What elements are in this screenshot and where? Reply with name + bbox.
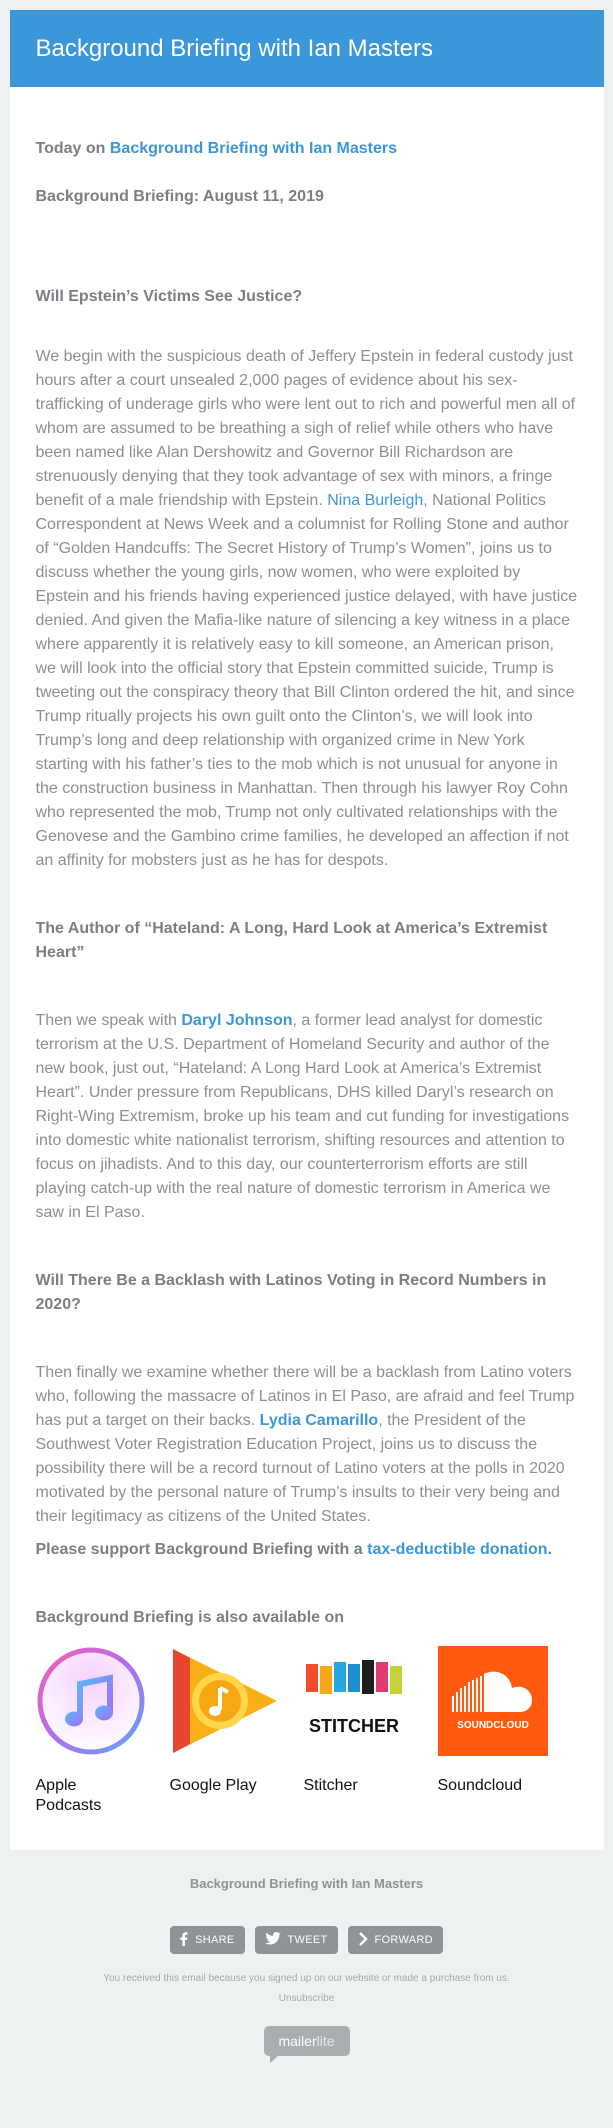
share-label: SHARE [195, 1934, 235, 1946]
available-heading: Background Briefing is also available on [35, 1609, 345, 1626]
forward-label: FORWARD [374, 1934, 433, 1946]
logo-main: mailer [278, 2033, 317, 2049]
guest-link-nina-burleigh[interactable]: Nina Burleigh [327, 492, 424, 509]
section1-text-a: We begin with the suspicious death of Jeffery Epstein in federal custody just hours after a court unsealed 2,000 pages of evidence about his sex-trafficking of underage girls who were lent out to rich and powerful men all of whom are assumed to be breathing a sigh of relief while others who have been named like Alan Dershowitz and Governor Bill Richardson are strenuously denying that they took advantage of sex with minors, a fringe benefit of a male friendship with Epstein. [35, 348, 576, 509]
footer-title: Background Briefing with Ian Masters [189, 1876, 424, 1891]
app-label: Stitcher [303, 1777, 358, 1794]
unsubscribe-link[interactable]: Unsubscribe [278, 1993, 335, 2004]
section2-text-a: Then we speak with [35, 1012, 182, 1029]
email-content [10, 137, 604, 1850]
soundcloud-wordmark: SOUNDCLOUD [456, 1720, 529, 1731]
footer-note: You received this email because you signed up on our website or made a purchase from us. [103, 1973, 510, 1984]
section3-body [36, 1361, 578, 1529]
app-label: Apple Podcasts [35, 1777, 102, 1814]
app-stitcher[interactable] [304, 1646, 414, 1816]
stitcher-icon [304, 1646, 414, 1756]
app-google-play[interactable] [170, 1646, 280, 1816]
guest-link-lydia-camarillo[interactable]: Lydia Camarillo [259, 1412, 379, 1429]
section3-text-b: , the President of the Southwest Voter Registration Education Project, joins us to discuss the possibility there will be a record turnout of Latino voters at the polls in 2020 motivated by the personal nature of Trump’s insults to their very being and their legitimacy as citizens of the United States. [35, 1412, 565, 1525]
google-play-icon [170, 1646, 280, 1756]
app-label: Soundcloud [437, 1777, 523, 1794]
support-suffix: . [547, 1541, 553, 1558]
today-prefix: Today on [35, 140, 110, 157]
guest-link-daryl-johnson[interactable]: Daryl Johnson [181, 1012, 293, 1029]
section1-body [36, 345, 578, 873]
logo-lite: lite [316, 2033, 335, 2049]
apple-podcasts-icon [36, 1646, 146, 1756]
tweet-button[interactable] [255, 1926, 338, 1954]
section2-heading: The Author of “Hateland: A Long, Hard Look at America’s Extremist Heart” [35, 920, 548, 961]
date-line: Background Briefing: August 11, 2019 [35, 188, 324, 205]
share-button[interactable] [170, 1926, 244, 1954]
twitter-icon [265, 1932, 281, 1948]
share-bar [10, 1926, 604, 1954]
app-soundcloud[interactable] [438, 1646, 548, 1816]
support-line [36, 1538, 578, 1562]
app-label: Google Play [169, 1777, 257, 1794]
section1-heading: Will Epstein’s Victims See Justice? [35, 288, 303, 305]
tweet-label: TWEET [287, 1934, 328, 1946]
chevron-right-icon [358, 1932, 368, 1949]
email-header [10, 10, 604, 87]
app-list [36, 1646, 578, 1816]
soundcloud-icon [438, 1646, 548, 1756]
header-title: Background Briefing with Ian Masters [35, 34, 434, 62]
email-footer [10, 1850, 604, 2056]
section2-body [36, 1009, 578, 1225]
today-line [36, 137, 578, 161]
mailerlite-logo[interactable] [264, 2026, 350, 2056]
section3-text-a: Then finally we examine whether there will be a backlash from Latino voters who, following the massacre of Latinos in El Paso, are afraid and feel Trump has put a target on their backs. [35, 1364, 575, 1429]
forward-button[interactable] [348, 1926, 443, 1954]
support-prefix: Please support Background Briefing with a [35, 1541, 368, 1558]
section2-text-b: , a former lead analyst for domestic terrorism at the U.S. Department of Homeland Security and author of the new book, just out, “Hateland: A Long Hard Look at America’s Extremist Heart”. Under pressure from Republicans, DHS killed Daryl’s research on Right-Wing Extremism, broke up his team and cut funding for investigations into domestic white nationalist terrorism, shifting resources and attention to focus on jihadists. And to this day, our counterterrorism efforts are still playing catch-up with the real nature of domestic terrorism in America we saw in El Paso. [35, 1012, 570, 1221]
section3-heading: Will There Be a Backlash with Latinos Voting in Record Numbers in 2020? [35, 1272, 547, 1313]
app-apple-podcasts[interactable] [36, 1646, 146, 1816]
section1-text-b: , National Politics Correspondent at News Week and a columnist for Rolling Stone and author of “Golden Handcuffs: The Secret History of Trump’s Women”, joins us to discuss whether the young girls, now women, who were exploited by Epstein and his friends having experienced justice delayed, with have justice denied. And given the Mafia-like nature of silencing a key witness in a place where apparently it is relatively easy to kill someone, an American prison, we will look into the official story that Epstein committed suicide, Trump is tweeting out the conspiracy theory that Bill Clinton ordered the hit, and since Trump ritually projects his own guilt onto the Clinton’s, we will look into Trump’s long and deep relationship with organized crime in New York starting with his father’s ties to the mob which is not unusual for anyone in the construction business in Manhattan. Then through his lawyer Roy Cohn who represented the mob, Trump not only cultivated relationships with the Genovese and the Gambino crime families, he developed an affection if not an affinity for mobsters just as he has for despots. [35, 492, 578, 869]
email-card [10, 10, 604, 1850]
show-link[interactable]: Background Briefing with Ian Masters [109, 140, 398, 157]
facebook-icon [180, 1932, 188, 1949]
donation-link[interactable]: tax-deductible donation [367, 1541, 548, 1558]
stitcher-wordmark: STITCHER [308, 1716, 399, 1736]
